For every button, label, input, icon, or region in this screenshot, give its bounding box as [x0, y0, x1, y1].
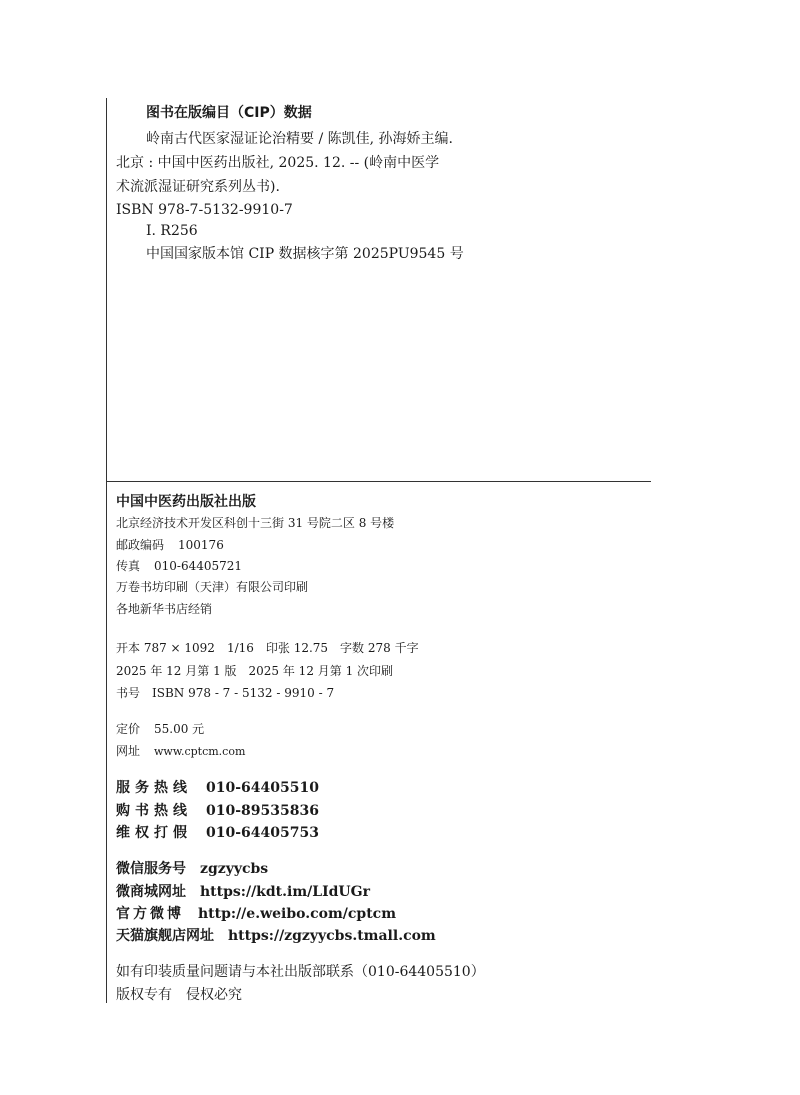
tmall-url: https://zgzyycbs.tmall.com	[228, 928, 436, 944]
hotline-number: 010-89535836	[206, 803, 319, 819]
postcode-line	[116, 539, 224, 551]
cip-heading: 图书在版编目（CIP）数据	[146, 105, 312, 121]
format-line: 开本 787 × 1092 1/16 印张 12.75 字数 278 千字	[116, 641, 419, 655]
left-margin-rule	[106, 98, 107, 1003]
hotline-label: 服务热线	[116, 780, 192, 796]
weibo-line	[116, 907, 396, 921]
edition-line: 2025 年 12 月第 1 版 2025 年 12 月第 1 次印刷	[116, 664, 394, 678]
fax-line	[116, 560, 242, 572]
price-value: 55.00 元	[154, 722, 205, 736]
cip-publisher-line: 北京 : 中国中医药出版社, 2025. 12. -- (岭南中医学	[116, 155, 440, 171]
postcode-label: 邮政编码	[116, 538, 165, 552]
tmall-line	[116, 929, 436, 943]
hotline-purchase	[116, 804, 319, 818]
publisher-name: 中国中医药出版社出版	[116, 494, 256, 510]
publisher-address: 北京经济技术开发区科创十三街 31 号院二区 8 号楼	[116, 516, 395, 530]
price-line	[116, 723, 204, 735]
hotline-number: 010-64405510	[206, 780, 319, 796]
microstore-label: 微商城网址	[116, 884, 186, 900]
cip-record-number: 中国国家版本馆 CIP 数据核字第 2025PU9545 号	[146, 246, 464, 262]
microstore-line	[116, 885, 370, 899]
website-label: 网址	[116, 744, 141, 758]
wechat-value: zgzyycbs	[200, 861, 269, 877]
postcode-value: 100176	[178, 538, 224, 552]
weibo-url: http://e.weibo.com/cptcm	[198, 906, 397, 922]
book-number-line: 书号 ISBN 978 - 7 - 5132 - 9910 - 7	[116, 686, 335, 700]
distributor-line: 各地新华书店经销	[116, 602, 213, 616]
website-line	[116, 745, 245, 757]
weibo-label: 官方微博	[116, 906, 184, 922]
hotline-label: 购书热线	[116, 803, 192, 819]
cip-series-line: 术流派湿证研究系列丛书).	[116, 179, 280, 195]
price-label: 定价	[116, 722, 141, 736]
microstore-url: https://kdt.im/LIdUGr	[200, 884, 370, 900]
website-value: www.cptcm.com	[154, 745, 246, 758]
hotline-service	[116, 781, 319, 795]
tmall-label: 天猫旗舰店网址	[116, 928, 214, 944]
cip-isbn: ISBN 978-7-5132-9910-7	[116, 202, 293, 218]
wechat-line	[116, 862, 268, 876]
quality-notice: 如有印装质量问题请与本社出版部联系（010-64405510）	[116, 964, 485, 980]
hotline-antipiracy	[116, 826, 319, 840]
section-divider	[106, 481, 651, 482]
wechat-label: 微信服务号	[116, 861, 186, 877]
hotline-number: 010-64405753	[206, 825, 319, 841]
cip-classification: Ⅰ. R256	[146, 223, 198, 239]
fax-label: 传真	[116, 559, 141, 573]
copyright-notice: 版权专有 侵权必究	[116, 987, 242, 1003]
cip-title-line: 岭南古代医家湿证论治精要 / 陈凯佳, 孙海娇主编.	[146, 131, 453, 147]
fax-value: 010-64405721	[154, 559, 243, 573]
printer-line: 万卷书坊印刷（天津）有限公司印刷	[116, 580, 309, 594]
hotline-label: 维权打假	[116, 825, 192, 841]
